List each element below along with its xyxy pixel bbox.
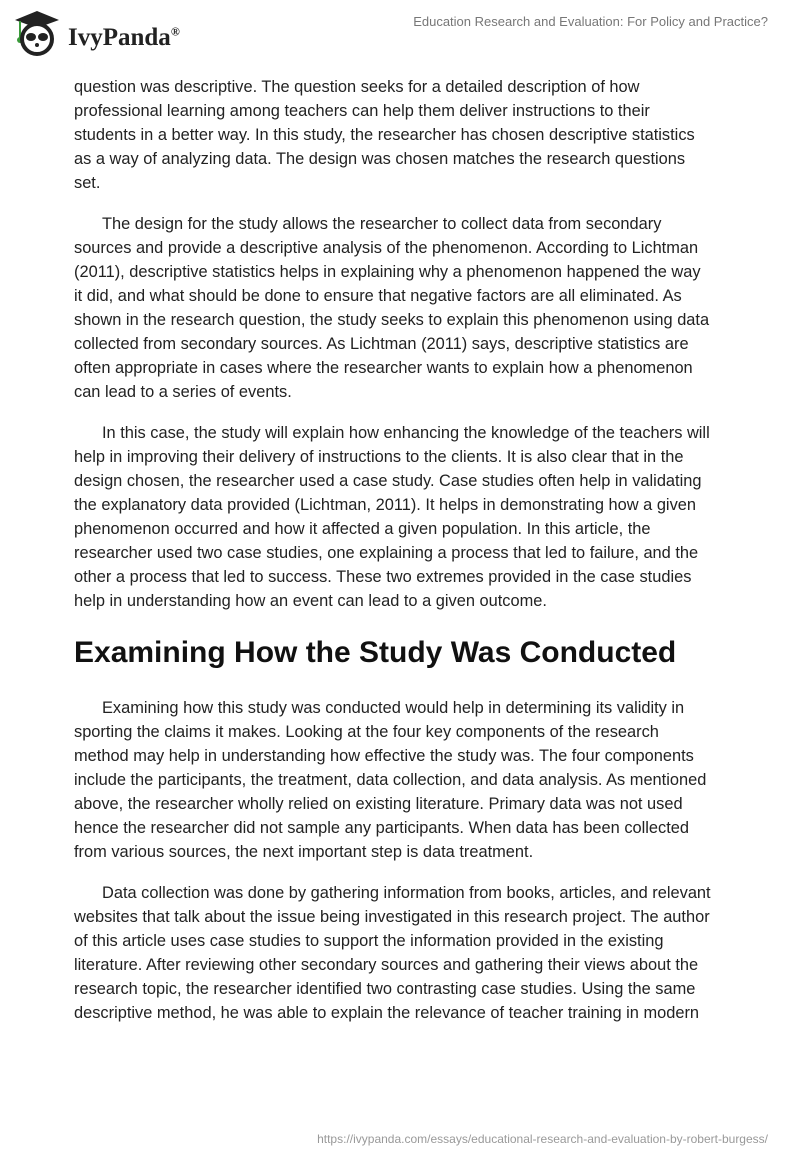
paragraph-line: help in understanding how an event can lead to a given outcome. (74, 592, 547, 610)
paragraph-line: it did, and what should be done to ensure that negative factors are all eliminated. As (74, 287, 682, 305)
paragraph-line: websites that talk about the issue being investigated in this research project. The author (74, 908, 710, 926)
paragraph-line: can lead to a series of events. (74, 383, 292, 401)
paragraph-line: above, the researcher wholly relied on existing literature. Primary data was not used (74, 795, 683, 813)
paragraph-line: set. (74, 174, 101, 192)
paragraph-line: of this article uses case studies to support the information provided in the existing (74, 932, 664, 950)
paragraph-line: students in a better way. In this study, the researcher has chosen descriptive statistics (74, 126, 695, 144)
paragraph (74, 881, 734, 1025)
paragraph-line: collected from secondary sources. As Lichtman (2011) says, descriptive statistics are (74, 335, 689, 353)
paragraph-line: The design for the study allows the researcher to collect data from secondary (102, 215, 662, 233)
source-url[interactable]: https://ivypanda.com/essays/educational-research-and-evaluation-by-robert-burgess/ (317, 1132, 768, 1146)
section-heading: Examining How the Study Was Conducted (74, 636, 677, 669)
paragraph-line: design chosen, the researcher used a case study. Case studies often help in validating (74, 472, 702, 490)
paragraph-line: from various sources, the next important step is data treatment. (74, 843, 534, 861)
paragraph-line: sporting the claims it makes. Looking at the four key components of the research (74, 723, 659, 741)
paragraph (74, 75, 734, 195)
paragraph-line: literature. After reviewing other secondary sources and gathering their views about the (74, 956, 699, 974)
paragraph-line: method may help in understanding how effective the study was. The four components (74, 747, 694, 765)
paragraph-line: phenomenon occurred and how it affected a given population. In this article, the (74, 520, 651, 538)
paragraph-line: Examining how this study was conducted would help in determining its validity in (102, 699, 685, 717)
panda-graduate-icon (12, 8, 62, 58)
article-body (74, 75, 734, 1042)
paragraph-line: often appropriate in cases where the researcher wants to explain how a phenomenon (74, 359, 693, 377)
paragraph-line: include the participants, the treatment, data collection, and data analysis. As mentioned (74, 771, 707, 789)
paragraph-line: professional learning among teachers can help them deliver instructions to their (74, 102, 650, 120)
paragraph-line: the explanatory data provided (Lichtman, 2011). It helps in demonstrating how a given (74, 496, 697, 514)
paragraph-line: Data collection was done by gathering information from books, articles, and relevant (102, 884, 711, 902)
paragraph-line: (2011), descriptive statistics helps in explaining why a phenomenon happened the way (74, 263, 701, 281)
paragraph (74, 421, 734, 613)
paragraph-line: researcher used two case studies, one explaining a process that led to failure, and the (74, 544, 699, 562)
paragraph-line: as a way of analyzing data. The design was chosen matches the research questions (74, 150, 686, 168)
document-title: Education Research and Evaluation: For Policy and Practice? (413, 14, 768, 29)
paragraph (74, 696, 734, 864)
paragraph-line: hence the researcher did not sample any participants. When data has been collected (74, 819, 690, 837)
paragraph-line: In this case, the study will explain how enhancing the knowledge of the teachers will (102, 424, 710, 442)
ivypanda-logo[interactable] (12, 8, 180, 58)
paragraph-line: other a process that led to success. These two extremes provided in the case studies (74, 568, 692, 586)
paragraph-line: sources and provide a descriptive analysis of the phenomenon. According to Lichtman (74, 239, 699, 257)
paragraph (74, 212, 734, 404)
paragraph-line: question was descriptive. The question seeks for a detailed description of how (74, 78, 640, 96)
paragraph-line: descriptive method, he was able to explain the relevance of teacher training in modern (74, 1004, 700, 1022)
paragraph-line: help in improving their delivery of instructions to the clients. It is also clear that in the (74, 448, 684, 466)
paragraph-line: shown in the research question, the study seeks to explain this phenomenon using data (74, 311, 710, 329)
brand-name: IvyPanda® (68, 24, 180, 51)
paragraph-line: research topic, the researcher identified two contrasting case studies. Using the same (74, 980, 696, 998)
